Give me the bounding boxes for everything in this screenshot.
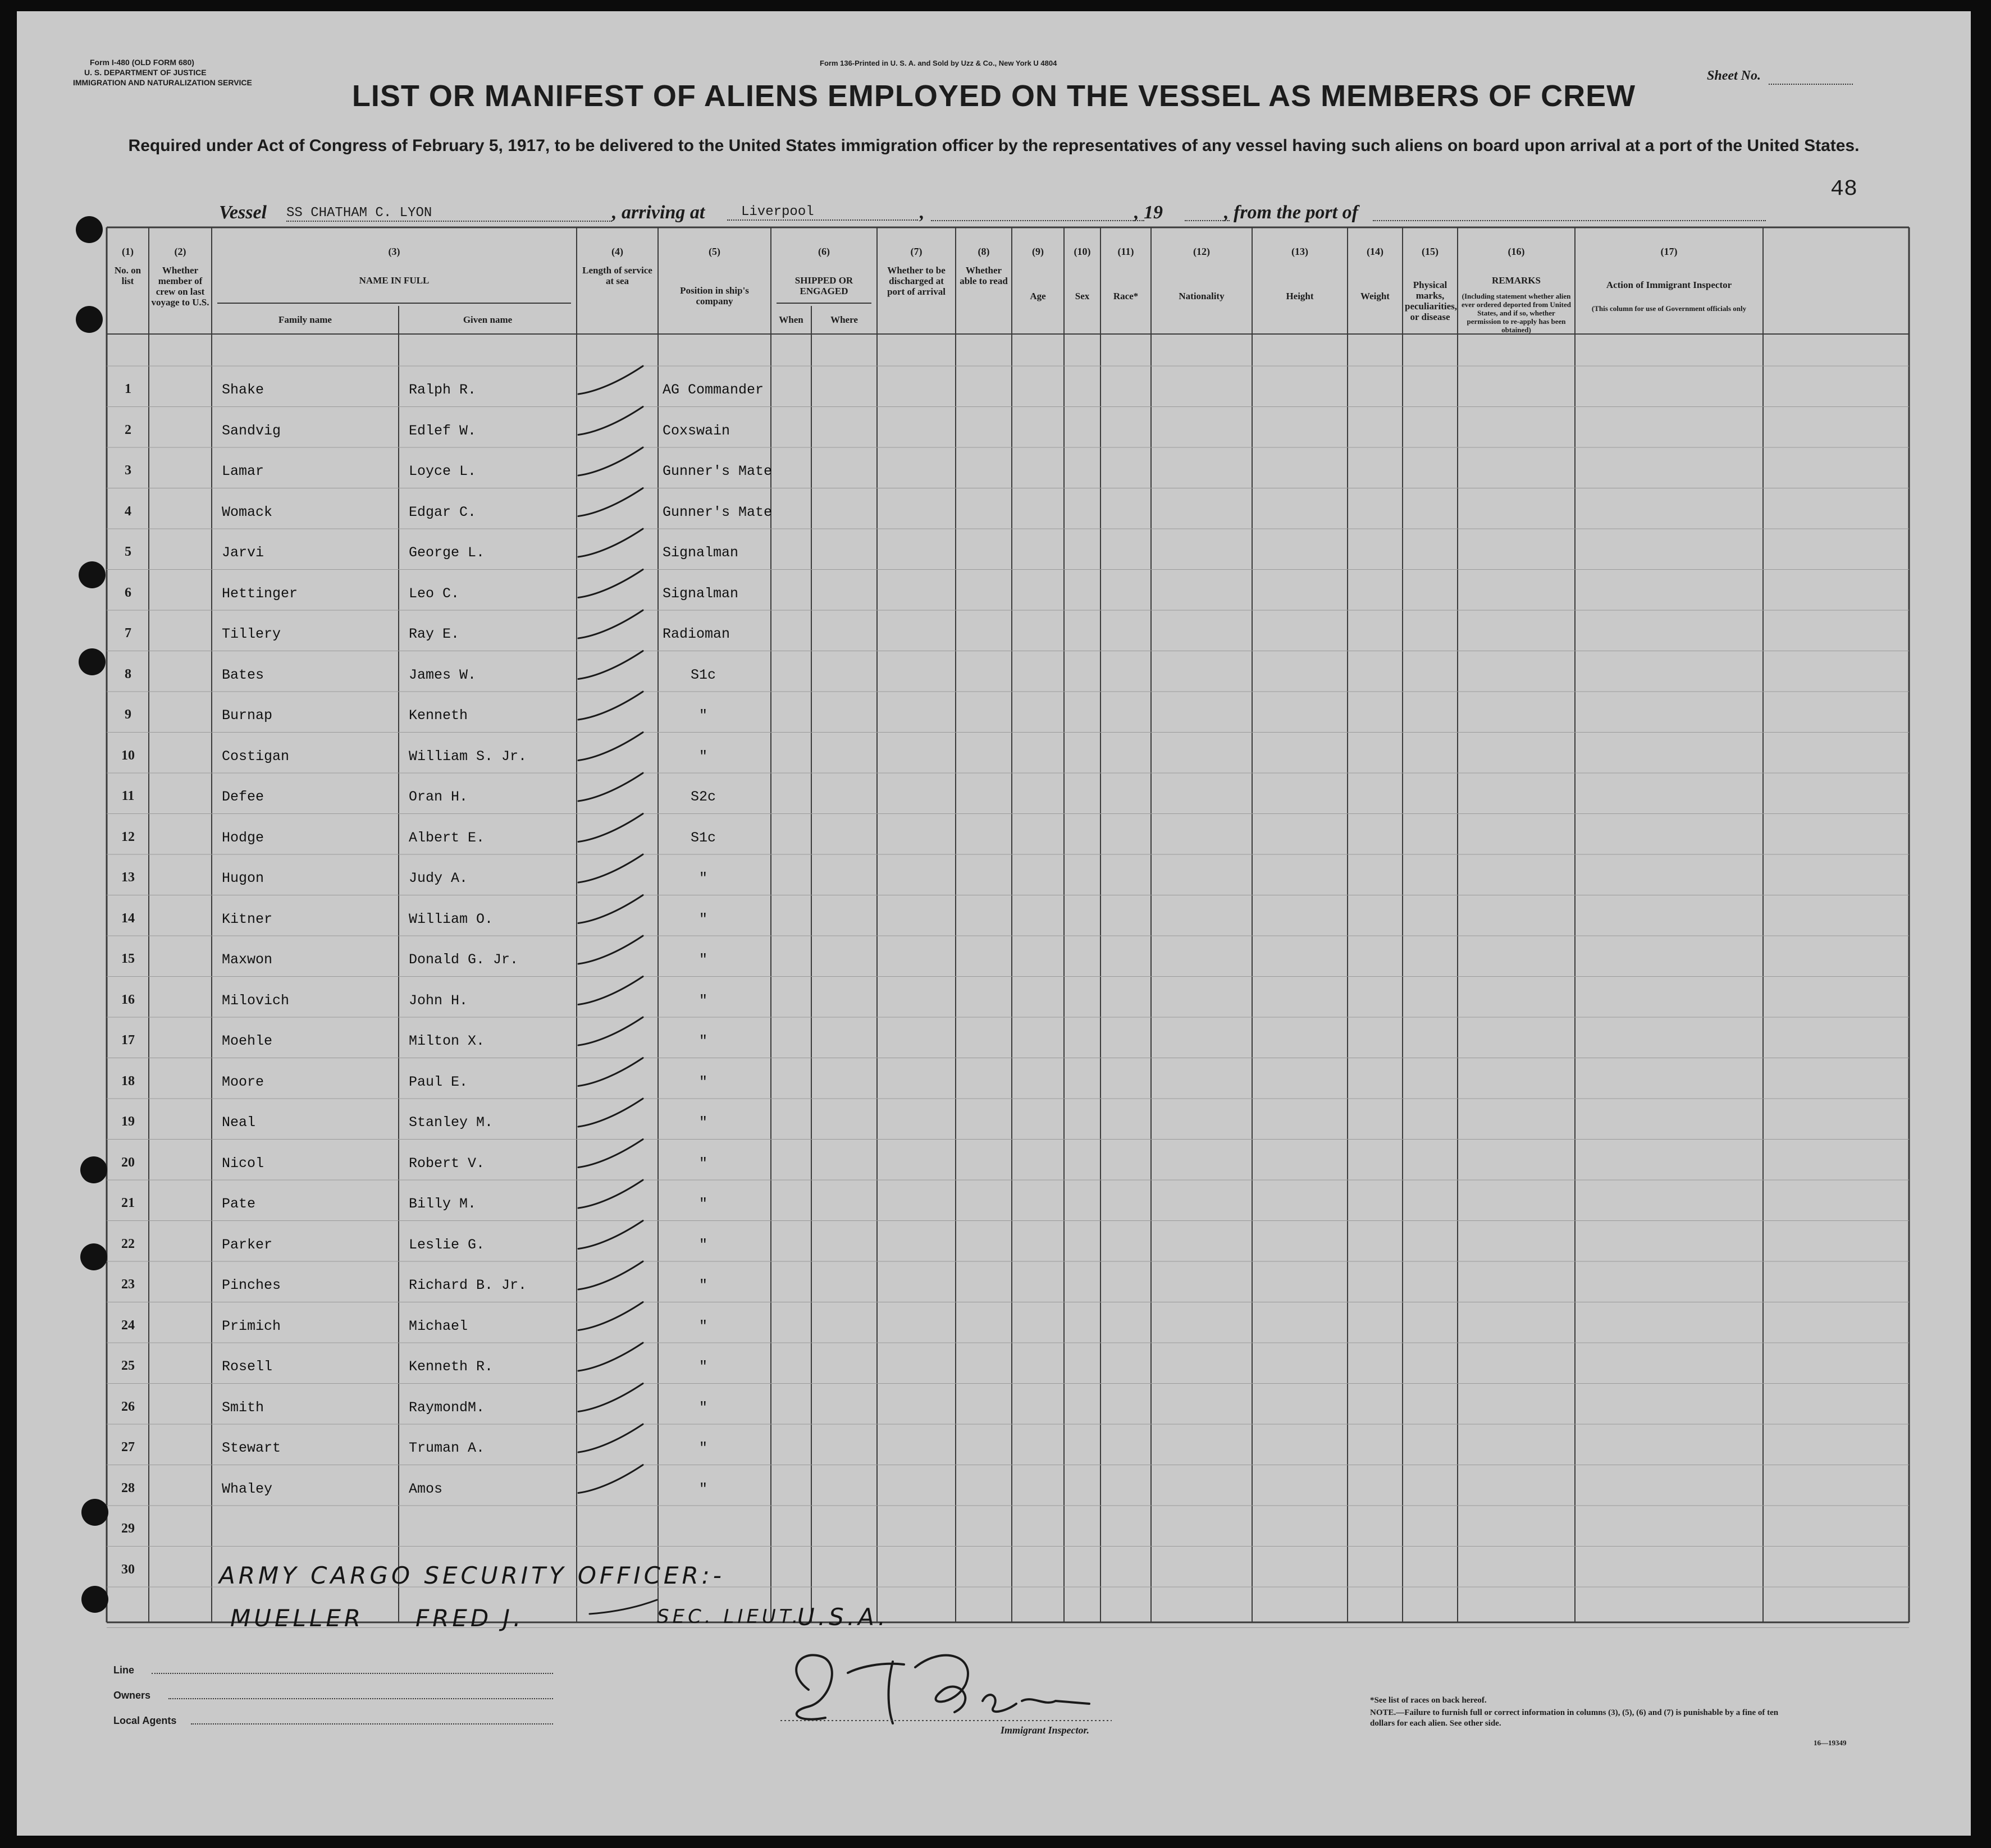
punch-hole	[81, 1499, 108, 1526]
page-subtitle: Required under Act of Congress of February 5, 1917, to be delivered to the United States immigration officer by the representatives of any vessel having such aliens on board upon arrival at a port of the United States.	[128, 136, 1860, 155]
punch-hole	[76, 306, 103, 333]
position-cell: "	[698, 707, 707, 724]
punch-hole	[79, 648, 106, 675]
manifest-sheet	[17, 11, 1971, 1836]
remarks-note: (Including statement whether alien ever ordered deported from United States, and if so, whether permission to re-apply has been obtained)	[1462, 292, 1571, 334]
row-number: 9	[125, 707, 131, 722]
column-number: (3)	[388, 246, 400, 257]
given-name-subheader: Given name	[463, 314, 513, 325]
row-number: 16	[121, 992, 135, 1007]
family-name-cell: Kitner	[222, 911, 273, 927]
column-header: Whether member of crew on last voyage to U.S.	[151, 265, 209, 308]
punch-hole	[81, 1586, 108, 1613]
given-name-cell: Milton X.	[409, 1033, 485, 1049]
position-cell: Signalman	[663, 545, 739, 561]
given-name-cell: Robert V.	[409, 1155, 485, 1172]
given-name-cell: Ralph R.	[409, 382, 477, 398]
family-name-cell: Hodge	[222, 829, 264, 846]
family-name-cell: Rosell	[222, 1358, 273, 1375]
given-name-cell: John H.	[409, 992, 468, 1009]
column-header: Whether to be discharged at port of arrival	[887, 265, 946, 297]
column-header: No. on list	[114, 265, 141, 286]
position-cell: Signalman	[663, 585, 739, 602]
row-number: 15	[121, 952, 135, 966]
column-header: Position in ship's company	[680, 285, 749, 307]
family-name-cell: Hugon	[222, 870, 264, 886]
arrival-comma: ,	[920, 202, 925, 223]
position-cell: "	[698, 1073, 707, 1090]
column-header: Race*	[1113, 291, 1139, 301]
family-name-cell: Nicol	[222, 1155, 264, 1172]
check-mark	[578, 1384, 643, 1412]
vessel-label: Vessel	[219, 202, 267, 223]
check-mark	[578, 936, 643, 964]
punch-hole	[79, 561, 106, 588]
check-mark	[578, 610, 643, 638]
position-cell: Gunner's Mate	[663, 463, 773, 479]
given-name-cell: Michael	[409, 1318, 468, 1334]
vessel-name: SS CHATHAM C. LYON	[286, 205, 612, 222]
check-mark	[578, 488, 643, 516]
column-number: (9)	[1032, 246, 1044, 257]
given-name-cell: Kenneth R.	[409, 1358, 494, 1375]
shipped-when-subheader: When	[779, 314, 803, 325]
position-cell: "	[698, 1236, 707, 1253]
footer-line-blank	[152, 1673, 553, 1674]
printer-line: Form 136-Printed in U. S. A. and Sold by Uzz & Co., New York U 4804	[820, 59, 1057, 67]
row-number: 5	[125, 545, 131, 559]
punch-hole	[80, 1156, 107, 1183]
column-header: Action of Immigrant Inspector	[1606, 280, 1732, 290]
check-mark	[578, 1465, 643, 1493]
column-header: Whether able to read	[960, 265, 1008, 286]
department-name: U. S. DEPARTMENT OF JUSTICE	[84, 68, 207, 77]
position-cell: Coxswain	[663, 422, 730, 439]
handwritten-branch: U.S.A.	[797, 1603, 889, 1631]
given-name-cell: Donald G. Jr.	[409, 952, 519, 968]
check-mark	[578, 854, 643, 882]
column-number: (12)	[1193, 246, 1210, 257]
footer-line-label: Line	[113, 1664, 135, 1676]
given-name-cell: Paul E.	[409, 1073, 468, 1090]
check-mark	[578, 529, 643, 557]
position-cell: Radioman	[663, 626, 730, 642]
check-mark	[578, 1180, 643, 1208]
check-mark	[578, 651, 643, 679]
column-header: Nationality	[1179, 291, 1225, 301]
shipped-where-subheader: Where	[830, 314, 858, 325]
given-name-cell: Oran H.	[409, 789, 468, 805]
row-number: 7	[125, 626, 131, 641]
column-number: (13)	[1291, 246, 1308, 257]
row-number: 23	[121, 1277, 135, 1292]
row-number: 27	[121, 1440, 135, 1454]
position-cell: "	[698, 870, 707, 886]
action-note: (This column for use of Government officials only	[1591, 304, 1747, 313]
row-number: 25	[121, 1358, 135, 1373]
column-number: (16)	[1508, 246, 1525, 257]
column-header: NAME IN FULL	[359, 275, 430, 286]
given-name-cell: Truman A.	[409, 1440, 485, 1456]
races-note: *See list of races on back hereof.	[1370, 1696, 1487, 1705]
column-header: SHIPPED OR ENGAGED	[794, 275, 853, 296]
handwritten-family-name: MUELLER	[230, 1604, 364, 1632]
check-mark	[578, 1140, 643, 1168]
column-number: (15)	[1422, 246, 1439, 257]
given-name-cell: William O.	[409, 911, 494, 927]
family-name-cell: Neal	[222, 1114, 256, 1131]
family-name-cell: Costigan	[222, 748, 290, 765]
position-cell: "	[698, 992, 707, 1009]
check-mark	[578, 407, 643, 435]
check-mark	[578, 773, 643, 801]
family-name-cell: Sandvig	[222, 422, 281, 439]
row-number: 18	[121, 1073, 135, 1088]
family-name-cell: Pate	[222, 1196, 256, 1212]
row-number: 24	[121, 1318, 135, 1333]
position-cell: "	[698, 1399, 707, 1416]
departure-port-label: , from the port of	[1224, 202, 1358, 223]
given-name-cell: James W.	[409, 666, 477, 683]
family-name-cell: Maxwon	[222, 952, 273, 968]
check-mark	[578, 1017, 643, 1045]
check-mark	[578, 1424, 643, 1452]
position-cell: S2c	[690, 789, 716, 805]
family-name-cell: Moehle	[222, 1033, 273, 1049]
column-header: Length of service at sea	[582, 265, 652, 286]
position-cell: "	[698, 952, 707, 968]
given-name-cell: Leslie G.	[409, 1236, 485, 1253]
position-cell: S1c	[690, 829, 716, 846]
row-number: 8	[125, 666, 131, 681]
position-cell: "	[698, 1318, 707, 1334]
given-name-cell: Edgar C.	[409, 504, 477, 520]
footer-agents-blank	[191, 1723, 553, 1725]
position-cell: "	[698, 1277, 707, 1293]
position-cell: "	[698, 1358, 707, 1375]
given-name-cell: Richard B. Jr.	[409, 1277, 527, 1293]
year-label: , 19	[1134, 202, 1163, 223]
family-name-cell: Pinches	[222, 1277, 281, 1293]
given-name-cell: Leo C.	[409, 585, 460, 602]
row-number: 21	[121, 1196, 135, 1210]
check-mark	[578, 692, 643, 720]
column-number: (8)	[978, 246, 990, 257]
family-name-cell: Tillery	[222, 626, 281, 642]
check-mark	[578, 895, 643, 923]
handwritten-security-officer: ARMY CARGO SECURITY OFFICER:-	[219, 1562, 725, 1589]
punch-hole	[76, 216, 103, 243]
row-number: 19	[121, 1114, 135, 1129]
row-number: 14	[121, 911, 135, 926]
family-name-cell: Stewart	[222, 1440, 281, 1456]
column-number: (17)	[1660, 246, 1678, 257]
arriving-label: , arriving at	[612, 202, 705, 223]
position-cell: "	[698, 1196, 707, 1212]
family-name-subheader: Family name	[278, 314, 332, 325]
given-name-cell: Albert E.	[409, 829, 485, 846]
column-number: (4)	[611, 246, 623, 257]
row-number: 12	[121, 829, 135, 844]
row-number: 11	[121, 789, 135, 803]
given-name-cell: Ray E.	[409, 626, 460, 642]
position-cell: Gunner's Mate	[663, 504, 773, 520]
check-mark	[578, 733, 643, 761]
column-number: (7)	[910, 246, 923, 257]
given-name-cell: Judy A.	[409, 870, 468, 886]
column-header: Sex	[1075, 291, 1090, 301]
column-header: Weight	[1360, 291, 1390, 301]
row-number: 1	[125, 382, 131, 396]
position-cell: "	[698, 1033, 707, 1049]
check-mark	[578, 570, 643, 598]
column-number: (5)	[709, 246, 720, 257]
handwritten-rank: SEC. LIEUT.	[657, 1605, 802, 1628]
row-number: 30	[121, 1562, 135, 1577]
position-cell: S1c	[690, 666, 716, 683]
given-name-cell: Edlef W.	[409, 422, 477, 439]
row-number: 29	[121, 1521, 135, 1536]
check-mark	[578, 1261, 643, 1289]
column-number: (11)	[1117, 246, 1134, 257]
check-mark	[578, 366, 643, 394]
position-cell: AG Commander	[663, 382, 764, 398]
position-cell: "	[698, 1480, 707, 1497]
given-name-cell: Kenneth	[409, 707, 468, 724]
given-name-cell: William S. Jr.	[409, 748, 527, 765]
position-cell: "	[698, 748, 707, 765]
check-mark	[578, 1058, 643, 1086]
column-number: (2)	[174, 246, 186, 257]
column-number: (10)	[1074, 246, 1091, 257]
print-code: 16—19349	[1814, 1739, 1847, 1747]
row-number: 3	[125, 463, 131, 478]
row-number: 13	[121, 870, 135, 885]
family-name-cell: Burnap	[222, 707, 273, 724]
check-mark	[578, 1099, 643, 1127]
position-cell: "	[698, 1155, 707, 1172]
arrival-port: Liverpool	[727, 204, 918, 221]
column-header: Physical marks, peculiarities, or disease	[1405, 280, 1458, 322]
row-number: 17	[121, 1033, 135, 1047]
family-name-cell: Shake	[222, 382, 264, 398]
given-name-cell: RaymondM.	[409, 1399, 485, 1416]
given-name-cell: George L.	[409, 545, 485, 561]
column-header: REMARKS	[1492, 275, 1541, 286]
family-name-cell: Parker	[222, 1236, 273, 1253]
row-number: 4	[125, 504, 131, 519]
column-number: (14)	[1367, 246, 1383, 257]
position-cell: "	[698, 1114, 707, 1131]
check-mark	[578, 447, 643, 475]
family-name-cell: Bates	[222, 666, 264, 683]
check-mark	[590, 1600, 657, 1614]
penalty-note: NOTE.—Failure to furnish full or correct information in columns (3), (5), (6) and (7) is punishable by a fine of ten dollars for each alien. See other side.	[1370, 1708, 1779, 1728]
page-title: LIST OR MANIFEST OF ALIENS EMPLOYED ON THE VESSEL AS MEMBERS OF CREW	[351, 79, 1636, 113]
footer-owners-blank	[168, 1698, 553, 1699]
footer-agents-label: Local Agents	[113, 1715, 177, 1726]
family-name-cell: Womack	[222, 504, 273, 520]
punch-hole	[80, 1243, 107, 1270]
row-number: 20	[121, 1155, 135, 1170]
check-mark	[578, 1221, 643, 1249]
row-number: 22	[121, 1236, 135, 1251]
sheet-number-label: Sheet No.	[1707, 68, 1761, 83]
handwritten-given-name: FRED J.	[415, 1604, 524, 1632]
inspector-label: Immigrant Inspector.	[1001, 1725, 1090, 1736]
given-name-cell: Stanley M.	[409, 1114, 494, 1131]
given-name-cell: Loyce L.	[409, 463, 477, 479]
column-number: (1)	[122, 246, 134, 257]
given-name-cell: Billy M.	[409, 1196, 477, 1212]
row-number: 2	[125, 422, 131, 437]
column-header: Height	[1286, 291, 1314, 301]
row-number: 10	[121, 748, 135, 763]
footer-owners-label: Owners	[113, 1690, 151, 1701]
check-mark	[578, 1302, 643, 1330]
page-number: 48	[1830, 177, 1858, 202]
column-number: (6)	[818, 246, 830, 257]
family-name-cell: Lamar	[222, 463, 264, 479]
check-mark	[578, 1343, 643, 1371]
given-name-cell: Amos	[409, 1480, 443, 1497]
row-number: 6	[125, 585, 131, 600]
row-number: 26	[121, 1399, 135, 1414]
position-cell: "	[698, 1440, 707, 1456]
form-number: Form I-480 (OLD FORM 680)	[90, 58, 194, 67]
family-name-cell: Milovich	[222, 992, 290, 1009]
family-name-cell: Hettinger	[222, 585, 298, 602]
position-cell: "	[698, 911, 707, 927]
column-header: Age	[1030, 291, 1046, 301]
check-mark	[578, 814, 643, 842]
family-name-cell: Defee	[222, 789, 264, 805]
family-name-cell: Smith	[222, 1399, 264, 1416]
family-name-cell: Moore	[222, 1073, 264, 1090]
family-name-cell: Jarvi	[222, 545, 264, 561]
family-name-cell: Primich	[222, 1318, 281, 1334]
check-mark	[578, 977, 643, 1005]
row-number: 28	[121, 1480, 135, 1495]
service-name: IMMIGRATION AND NATURALIZATION SERVICE	[73, 78, 252, 87]
family-name-cell: Whaley	[222, 1480, 273, 1497]
